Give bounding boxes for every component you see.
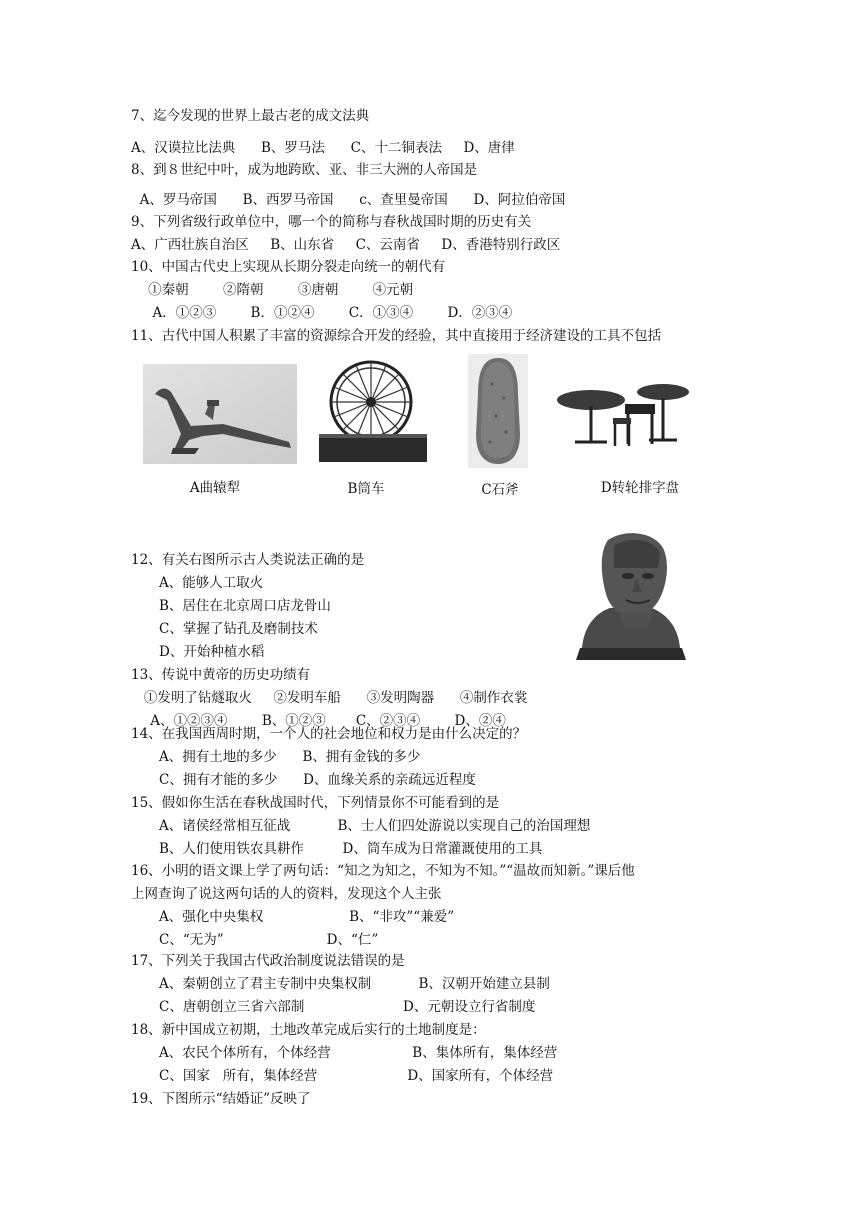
water-wheel-image — [317, 356, 429, 464]
q13-stem: 13、传说中黄帝的历史功绩有 — [131, 667, 311, 683]
q10-items: ①秦朝 ②隋朝 ③唐朝 ④元朝 — [131, 282, 414, 298]
q11-stem: 11、古代中国人积累了丰富的资源综合开发的经验，其中直接用于经济建设的工具不包括 — [131, 328, 662, 344]
q14-stem: 14、在我国西周时期，一个人的社会地位和权力是由什么决定的？ — [131, 726, 527, 742]
stone-axe-image — [468, 354, 528, 468]
q14-options-ab: A、拥有土地的多少 B、拥有金钱的多少 — [159, 749, 421, 765]
q15-options-cd: B、人们使用铁农具耕作 D、筒车成为日常灌溉使用的工具 — [159, 841, 543, 857]
q9-options: A、广西壮族自治区 B、山东省 C、云南省 D、香港特别行政区 — [131, 237, 561, 253]
q12-option-a: A、能够人工取火 — [159, 575, 264, 591]
q17-options-cd: C、唐朝创立三省六部制 D、元朝设立行省制度 — [159, 999, 536, 1015]
q14-options-cd: C、拥有才能的多少 D、血缘关系的亲疏远近程度 — [159, 772, 476, 788]
q12-option-b: B、居住在北京周口店龙骨山 — [159, 598, 331, 614]
q16-stem-line1: 16、小明的语文课上学了两句话：“知之为知之，不知为不知。”“温故而知新。”课后他 — [131, 863, 635, 879]
ancient-human-bust-image — [574, 528, 688, 666]
q10-options: A．①②③ B．①②④ C．①③④ D．②③④ — [131, 305, 513, 321]
q18-options-cd: C、国家 所有，集体经营 D、国家所有，个体经营 — [159, 1068, 554, 1084]
q10-stem: 10、中国古代史上实现从长期分裂走向统一的朝代有 — [131, 259, 446, 275]
caption-d: D转轮排字盘 — [600, 480, 680, 496]
q9-stem: 9、下列省级行政单位中，哪一个的简称与春秋战国时期的历史有关 — [131, 214, 532, 230]
curved-plough-image — [143, 364, 297, 464]
q16-options-ab: A、强化中央集权 B、“非攻”“兼爱” — [159, 909, 455, 925]
q13-options: A、①②③④ B、①②③ C、②③④ D、②④ — [146, 713, 506, 729]
q19-stem: 19、下图所示“结婚证”反映了 — [131, 1091, 311, 1107]
q16-stem-line2: 上网查询了说这两句话的人的资料，发现这个人主张 — [131, 886, 442, 902]
q13-items: ①发明了钻燧取火 ②发明车船 ③发明陶器 ④制作衣裳 — [131, 690, 528, 706]
q16-options-cd: C、“无为” D、“仁” — [159, 932, 379, 948]
q12-option-d: D、开始种植水稻 — [159, 644, 265, 660]
rotary-type-table-image — [555, 378, 691, 454]
q17-options-ab: A、秦朝创立了君主专制中央集权制 B、汉朝开始建立县制 — [159, 976, 550, 992]
q7-stem: 7、迄今发现的世界上最古老的成文法典 — [131, 108, 370, 124]
caption-b: B筒车 — [347, 481, 385, 497]
q8-options: A、罗马帝国 B、西罗马帝国 c、查里曼帝国 D、阿拉伯帝国 — [131, 192, 566, 208]
caption-a: A曲辕犁 — [189, 480, 241, 496]
q17-stem: 17、下列关于我国古代政治制度说法错误的是 — [131, 953, 405, 969]
caption-c: C石斧 — [481, 482, 519, 498]
q15-options-ab: A、诸侯经常相互征战 B、士人们四处游说以实现自己的治国理想 — [159, 818, 591, 834]
q18-options-ab: A、农民个体所有，个体经营 B、集体所有，集体经营 — [159, 1045, 558, 1061]
q7-options: A、汉谟拉比法典 B、罗马法 C、十二铜表法 D、唐律 — [131, 140, 515, 156]
q15-stem: 15、假如你生活在春秋战国时代，下列情景你不可能看到的是 — [131, 795, 500, 811]
q8-stem: 8、到８世纪中叶，成为地跨欧、亚、非三大洲的人帝国是 — [131, 162, 478, 178]
q12-option-c: C、掌握了钻孔及磨制技术 — [159, 621, 318, 637]
q18-stem: 18、新中国成立初期，土地改革完成后实行的土地制度是： — [131, 1022, 486, 1038]
q12-stem: 12、有关右图所示古人类说法正确的是 — [131, 552, 365, 568]
